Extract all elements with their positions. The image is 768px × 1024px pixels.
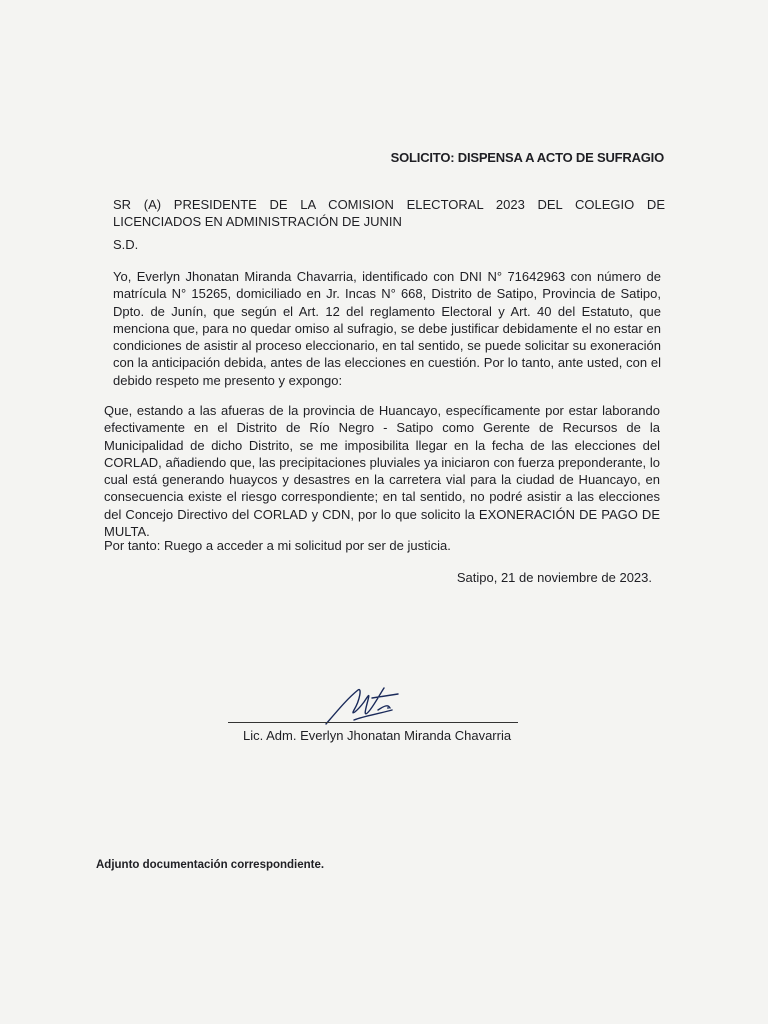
place-date: Satipo, 21 de noviembre de 2023. <box>456 570 652 585</box>
greeting: S.D. <box>113 237 139 252</box>
attachment-note: Adjunto documentación correspondiente. <box>96 859 325 871</box>
addressee: SR (A) PRESIDENTE DE LA COMISION ELECTORAL 2023 DEL COLEGIO DE LICENCIADOS EN ADMINISTRACIÓN DE JUNIN <box>113 197 665 229</box>
body-paragraph-2: Que, estando a las afueras de la provincia de Huancayo, específicamente por estar laborando efectivamente en el Distrito de Río Negro - Satipo como Gerente de Recursos de la Municipalidad de dicho Distrito, se me imposibilita llegar en la fecha de las elecciones del CORLAD, añadiendo que, las precipitaciones pluviales ya iniciaron con fuerza preponderante, lo cual está generando huaycos y desastres en la carretera vial para la ciudad de Huancayo, en consecuencia existe el riesgo correspondiente; en tal sentido, no podré asistir a las elecciones del Concejo Directivo del CORLAD y CDN, por lo que solicito la EXONERACIÓN DE PAGO DE MULTA. <box>104 403 660 540</box>
signature-line <box>228 722 518 723</box>
closing-line: Por tanto: Ruego a acceder a mi solicitud por ser de justicia. <box>104 538 451 553</box>
body-paragraph-1: Yo, Everlyn Jhonatan Miranda Chavarria, identificado con DNI N° 71642963 con número de matrícula N° 15265, domiciliado en Jr. Incas N° 668, Distrito de Satipo, Provincia de Satipo, Dpto. de Junín, que según el Art. 12 del reglamento Electoral y Art. 40 del Estatuto, que menciona que, para no quedar omiso al sufragio, se debe justificar debidamente el no estar en condiciones de asistir al proceso eleccionario, en tal sentido, se puede solicitar su exoneración con la anticipación debida, antes de las elecciones en cuestión. Por lo tanto, ante usted, con el debido respeto me presento y expongo: <box>113 269 661 388</box>
signer-name: Lic. Adm. Everlyn Jhonatan Miranda Chavarria <box>243 728 512 743</box>
subject-line: SOLICITO: DISPENSA A ACTO DE SUFRAGIO <box>390 150 664 165</box>
